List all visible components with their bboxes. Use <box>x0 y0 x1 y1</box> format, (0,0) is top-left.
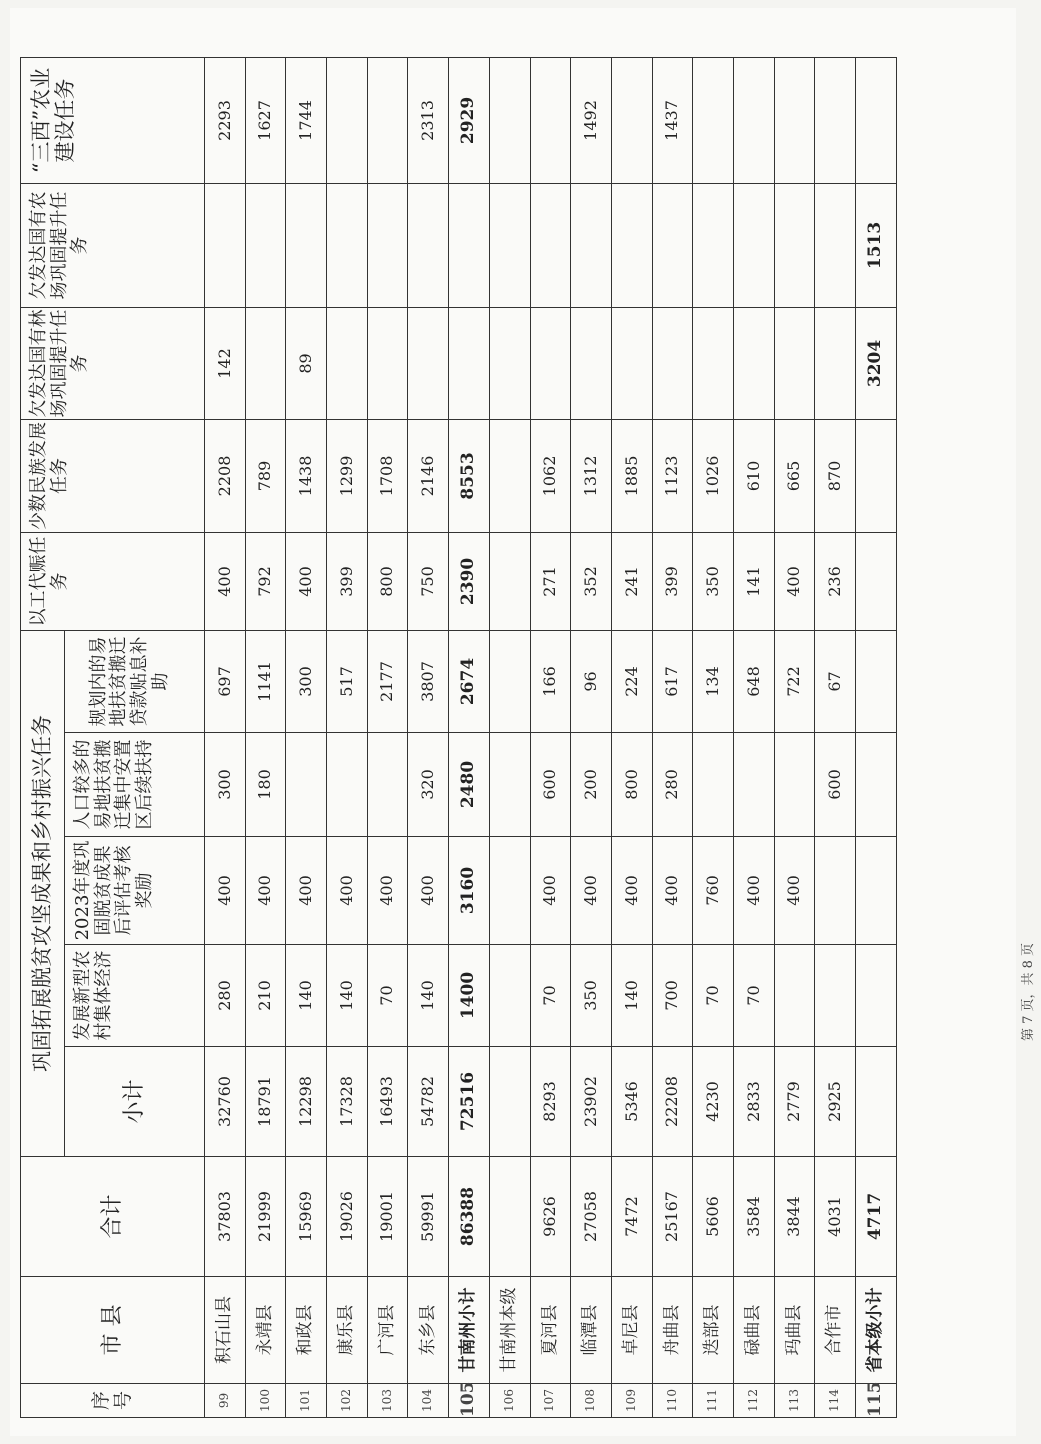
page-footer: 第 7 页，共 8 页 <box>1021 942 1036 1042</box>
cell-c3: 800 <box>611 733 652 837</box>
cell-c1 <box>856 945 897 1047</box>
cell-c6 <box>489 419 530 532</box>
cell-c8 <box>774 183 815 307</box>
cell-sub <box>489 1047 530 1157</box>
cell-name: 康乐县 <box>327 1277 368 1384</box>
cell-id: 108 <box>571 1384 612 1418</box>
cell-c5: 2390 <box>449 532 490 630</box>
cell-c5 <box>489 532 530 630</box>
cell-c3: 300 <box>205 733 246 837</box>
cell-c7 <box>815 307 856 419</box>
cell-c8 <box>652 183 693 307</box>
cell-id: 113 <box>774 1384 815 1418</box>
cell-id: 114 <box>815 1384 856 1418</box>
cell-c9 <box>489 57 530 183</box>
cell-c7 <box>367 307 408 419</box>
table-row <box>286 57 327 1417</box>
cell-c9 <box>367 57 408 183</box>
header-band: 巩固拓展脱贫攻坚成果和乡村振兴任务 <box>21 630 65 1156</box>
cell-name: 碌曲县 <box>733 1277 774 1384</box>
cell-c3 <box>693 733 734 837</box>
cell-c5: 241 <box>611 532 652 630</box>
cell-c4 <box>856 630 897 732</box>
cell-id: 110 <box>652 1384 693 1418</box>
cell-c9 <box>856 57 897 183</box>
cell-c4: 722 <box>774 630 815 732</box>
cell-sub: 72516 <box>449 1047 490 1157</box>
cell-c9 <box>327 57 368 183</box>
cell-c3 <box>327 733 368 837</box>
cell-sub: 32760 <box>205 1047 246 1157</box>
cell-c3 <box>733 733 774 837</box>
cell-c2 <box>856 837 897 945</box>
cell-id: 111 <box>693 1384 734 1418</box>
table-row <box>856 57 897 1417</box>
cell-id: 115 <box>856 1384 897 1418</box>
cell-id: 102 <box>327 1384 368 1418</box>
table-row <box>408 57 449 1417</box>
cell-c8 <box>408 183 449 307</box>
cell-c9: 1744 <box>286 57 327 183</box>
cell-total: 27058 <box>571 1157 612 1277</box>
cell-c2: 400 <box>286 837 327 945</box>
cell-c6: 789 <box>245 419 286 532</box>
cell-c3: 2480 <box>449 733 490 837</box>
cell-c8 <box>733 183 774 307</box>
cell-c7 <box>408 307 449 419</box>
cell-c1: 140 <box>286 945 327 1047</box>
cell-c5 <box>856 532 897 630</box>
cell-c7 <box>530 307 571 419</box>
document-page <box>10 8 1036 1436</box>
cell-name: 甘南州本级 <box>489 1277 530 1384</box>
cell-name: 玛曲县 <box>774 1277 815 1384</box>
cell-total: 5606 <box>693 1157 734 1277</box>
cell-c6: 665 <box>774 419 815 532</box>
cell-c6: 1885 <box>611 419 652 532</box>
cell-sub: 23902 <box>571 1047 612 1157</box>
cell-c9 <box>693 57 734 183</box>
cell-c8 <box>327 183 368 307</box>
cell-c2: 400 <box>205 837 246 945</box>
cell-c6 <box>856 419 897 532</box>
cell-total: 19026 <box>327 1157 368 1277</box>
cell-c4: 617 <box>652 630 693 732</box>
cell-c3: 600 <box>815 733 856 837</box>
cell-c3 <box>367 733 408 837</box>
cell-c5: 400 <box>774 532 815 630</box>
cell-name: 舟曲县 <box>652 1277 693 1384</box>
cell-total: 21999 <box>245 1157 286 1277</box>
table-body <box>205 57 897 1417</box>
cell-c2: 400 <box>530 837 571 945</box>
cell-name: 永靖县 <box>245 1277 286 1384</box>
cell-c9: 2929 <box>449 57 490 183</box>
cell-name: 卓尼县 <box>611 1277 652 1384</box>
cell-c1: 70 <box>693 945 734 1047</box>
cell-c1 <box>774 945 815 1047</box>
cell-id: 100 <box>245 1384 286 1418</box>
table-row <box>693 57 734 1417</box>
cell-c6: 1123 <box>652 419 693 532</box>
cell-c6: 1708 <box>367 419 408 532</box>
cell-c5: 800 <box>367 532 408 630</box>
cell-name: 积石山县 <box>205 1277 246 1384</box>
header-loan-subsidy: 规划内的易地扶贫搬迁贷款贴息补助 <box>81 630 205 732</box>
cell-c5: 141 <box>733 532 774 630</box>
cell-c5: 400 <box>286 532 327 630</box>
cell-id: 107 <box>530 1384 571 1418</box>
cell-name: 省本级小计 <box>856 1277 897 1384</box>
cell-c4: 2674 <box>449 630 490 732</box>
cell-c4: 166 <box>530 630 571 732</box>
cell-c4: 517 <box>327 630 368 732</box>
cell-c7 <box>611 307 652 419</box>
cell-c1: 70 <box>733 945 774 1047</box>
cell-c1 <box>489 945 530 1047</box>
cell-sub: 18791 <box>245 1047 286 1157</box>
cell-total: 15969 <box>286 1157 327 1277</box>
cell-id: 99 <box>205 1384 246 1418</box>
cell-c9 <box>530 57 571 183</box>
cell-name: 甘南州小计 <box>449 1277 490 1384</box>
cell-c7 <box>571 307 612 419</box>
cell-id: 105 <box>449 1384 490 1418</box>
header-loan-spacer <box>65 630 81 732</box>
cell-id: 106 <box>489 1384 530 1418</box>
header-sanxi: “三西”农业建设任务 <box>21 57 205 183</box>
cell-c1: 210 <box>245 945 286 1047</box>
cell-c2: 400 <box>571 837 612 945</box>
cell-sub: 4230 <box>693 1047 734 1157</box>
cell-c8 <box>693 183 734 307</box>
cell-total: 3584 <box>733 1157 774 1277</box>
cell-id: 101 <box>286 1384 327 1418</box>
cell-c5: 399 <box>327 532 368 630</box>
cell-c5: 400 <box>205 532 246 630</box>
cell-sub: 12298 <box>286 1047 327 1157</box>
cell-c4: 648 <box>733 630 774 732</box>
cell-sub: 8293 <box>530 1047 571 1157</box>
cell-c6: 1062 <box>530 419 571 532</box>
cell-c2: 400 <box>652 837 693 945</box>
table-row <box>652 57 693 1417</box>
header-work-relief: 以工代赈任务 <box>21 532 205 630</box>
cell-sub: 16493 <box>367 1047 408 1157</box>
cell-c5: 236 <box>815 532 856 630</box>
cell-c5: 271 <box>530 532 571 630</box>
cell-total: 19001 <box>367 1157 408 1277</box>
cell-c6: 870 <box>815 419 856 532</box>
cell-c2: 400 <box>408 837 449 945</box>
cell-id: 109 <box>611 1384 652 1418</box>
cell-c7: 89 <box>286 307 327 419</box>
cell-c1: 280 <box>205 945 246 1047</box>
cell-c3: 320 <box>408 733 449 837</box>
cell-c9: 2293 <box>205 57 246 183</box>
header-minority-dev: 少数民族发展任务 <box>21 419 205 532</box>
cell-c2: 400 <box>611 837 652 945</box>
cell-c2: 760 <box>693 837 734 945</box>
cell-name: 夏河县 <box>530 1277 571 1384</box>
header-relocation-support: 人口较多的易地扶贫搬迁集中安置区后续扶持 <box>65 733 205 837</box>
cell-id: 103 <box>367 1384 408 1418</box>
cell-sub: 2833 <box>733 1047 774 1157</box>
cell-name: 迭部县 <box>693 1277 734 1384</box>
cell-name: 广河县 <box>367 1277 408 1384</box>
table-row <box>530 57 571 1417</box>
header-collective-economy: 发展新型农村集体经济 <box>65 945 205 1047</box>
cell-c8 <box>815 183 856 307</box>
cell-c2: 400 <box>733 837 774 945</box>
cell-c1: 700 <box>652 945 693 1047</box>
cell-id: 104 <box>408 1384 449 1418</box>
cell-c1: 70 <box>530 945 571 1047</box>
cell-sub: 2779 <box>774 1047 815 1157</box>
cell-c2 <box>489 837 530 945</box>
cell-c1: 1400 <box>449 945 490 1047</box>
cell-c6: 1312 <box>571 419 612 532</box>
cell-total: 37803 <box>205 1157 246 1277</box>
cell-c4: 67 <box>815 630 856 732</box>
cell-c1: 350 <box>571 945 612 1047</box>
cell-c7 <box>489 307 530 419</box>
cell-sub <box>856 1047 897 1157</box>
cell-c9 <box>815 57 856 183</box>
header-state-farm: 欠发达国有农场巩固提升任务 <box>21 183 205 307</box>
cell-c3: 200 <box>571 733 612 837</box>
cell-c2: 400 <box>774 837 815 945</box>
cell-c4: 2177 <box>367 630 408 732</box>
cell-c2: 3160 <box>449 837 490 945</box>
cell-name: 东乡县 <box>408 1277 449 1384</box>
cell-c4: 697 <box>205 630 246 732</box>
header-evaluation-reward: 2023年度巩固脱贫成果后评估考核奖励 <box>65 837 205 945</box>
cell-c8 <box>571 183 612 307</box>
cell-total: 9626 <box>530 1157 571 1277</box>
table-row <box>205 57 246 1417</box>
cell-sub: 5346 <box>611 1047 652 1157</box>
cell-c3: 600 <box>530 733 571 837</box>
cell-total: 4031 <box>815 1157 856 1277</box>
cell-c7 <box>733 307 774 419</box>
cell-c7 <box>327 307 368 419</box>
cell-c8 <box>530 183 571 307</box>
cell-c9: 1492 <box>571 57 612 183</box>
cell-c8 <box>611 183 652 307</box>
cell-name: 合作市 <box>815 1277 856 1384</box>
cell-c4: 96 <box>571 630 612 732</box>
cell-c8 <box>449 183 490 307</box>
cell-c4: 134 <box>693 630 734 732</box>
header-total: 合计 <box>21 1157 205 1277</box>
cell-c1: 140 <box>408 945 449 1047</box>
cell-c7 <box>774 307 815 419</box>
cell-c2: 400 <box>367 837 408 945</box>
header-seq: 序号 <box>21 1384 205 1418</box>
cell-total <box>489 1157 530 1277</box>
cell-sub: 22208 <box>652 1047 693 1157</box>
cell-c9 <box>733 57 774 183</box>
table-row <box>815 57 856 1417</box>
cell-c8: 1513 <box>856 183 897 307</box>
cell-total: 25167 <box>652 1157 693 1277</box>
header-subtotal: 小计 <box>65 1047 205 1157</box>
cell-c5: 399 <box>652 532 693 630</box>
cell-c6: 610 <box>733 419 774 532</box>
cell-c4: 1141 <box>245 630 286 732</box>
table-row <box>571 57 612 1417</box>
cell-c3: 280 <box>652 733 693 837</box>
cell-id: 112 <box>733 1384 774 1418</box>
cell-c5: 750 <box>408 532 449 630</box>
table-row <box>367 57 408 1417</box>
cell-c7: 3204 <box>856 307 897 419</box>
cell-c7 <box>245 307 286 419</box>
cell-c3 <box>489 733 530 837</box>
cell-c4: 300 <box>286 630 327 732</box>
cell-c6: 8553 <box>449 419 490 532</box>
cell-total: 4717 <box>856 1157 897 1277</box>
header-city: 市 县 <box>21 1277 205 1384</box>
cell-c7 <box>693 307 734 419</box>
cell-c1 <box>815 945 856 1047</box>
cell-c1: 70 <box>367 945 408 1047</box>
cell-c5: 792 <box>245 532 286 630</box>
cell-c4 <box>489 630 530 732</box>
cell-c1: 140 <box>611 945 652 1047</box>
cell-c1: 140 <box>327 945 368 1047</box>
header-forest-farm: 欠发达国有林场巩固提升任务 <box>21 307 205 419</box>
cell-c6: 1026 <box>693 419 734 532</box>
cell-c4: 224 <box>611 630 652 732</box>
cell-c7 <box>652 307 693 419</box>
cell-c9 <box>774 57 815 183</box>
cell-name: 和政县 <box>286 1277 327 1384</box>
cell-sub: 2925 <box>815 1047 856 1157</box>
table-row <box>774 57 815 1417</box>
cell-c8 <box>489 183 530 307</box>
table-row <box>245 57 286 1417</box>
table-row <box>611 57 652 1417</box>
table-row <box>733 57 774 1417</box>
cell-total: 86388 <box>449 1157 490 1277</box>
cell-c2: 400 <box>245 837 286 945</box>
cell-c9: 2313 <box>408 57 449 183</box>
cell-c8 <box>205 183 246 307</box>
cell-c9: 1437 <box>652 57 693 183</box>
cell-sub: 17328 <box>327 1047 368 1157</box>
cell-c4: 3807 <box>408 630 449 732</box>
cell-c3: 180 <box>245 733 286 837</box>
cell-total: 3844 <box>774 1157 815 1277</box>
cell-c9: 1627 <box>245 57 286 183</box>
cell-c3 <box>856 733 897 837</box>
rotated-table-container <box>20 58 980 1418</box>
cell-c6: 2208 <box>205 419 246 532</box>
cell-c3 <box>286 733 327 837</box>
cell-c7 <box>449 307 490 419</box>
cell-c2 <box>815 837 856 945</box>
cell-c6: 1438 <box>286 419 327 532</box>
cell-c8 <box>245 183 286 307</box>
cell-c3 <box>774 733 815 837</box>
cell-total: 7472 <box>611 1157 652 1277</box>
cell-c6: 1299 <box>327 419 368 532</box>
cell-c7: 142 <box>205 307 246 419</box>
cell-sub: 54782 <box>408 1047 449 1157</box>
table-row <box>489 57 530 1417</box>
cell-name: 临潭县 <box>571 1277 612 1384</box>
cell-c6: 2146 <box>408 419 449 532</box>
cell-c8 <box>286 183 327 307</box>
table-row <box>449 57 490 1417</box>
cell-c5: 352 <box>571 532 612 630</box>
cell-c8 <box>367 183 408 307</box>
table-row <box>327 57 368 1417</box>
cell-c9 <box>611 57 652 183</box>
cell-total: 59991 <box>408 1157 449 1277</box>
cell-c2: 400 <box>327 837 368 945</box>
task-allocation-table <box>20 57 897 1418</box>
cell-c5: 350 <box>693 532 734 630</box>
